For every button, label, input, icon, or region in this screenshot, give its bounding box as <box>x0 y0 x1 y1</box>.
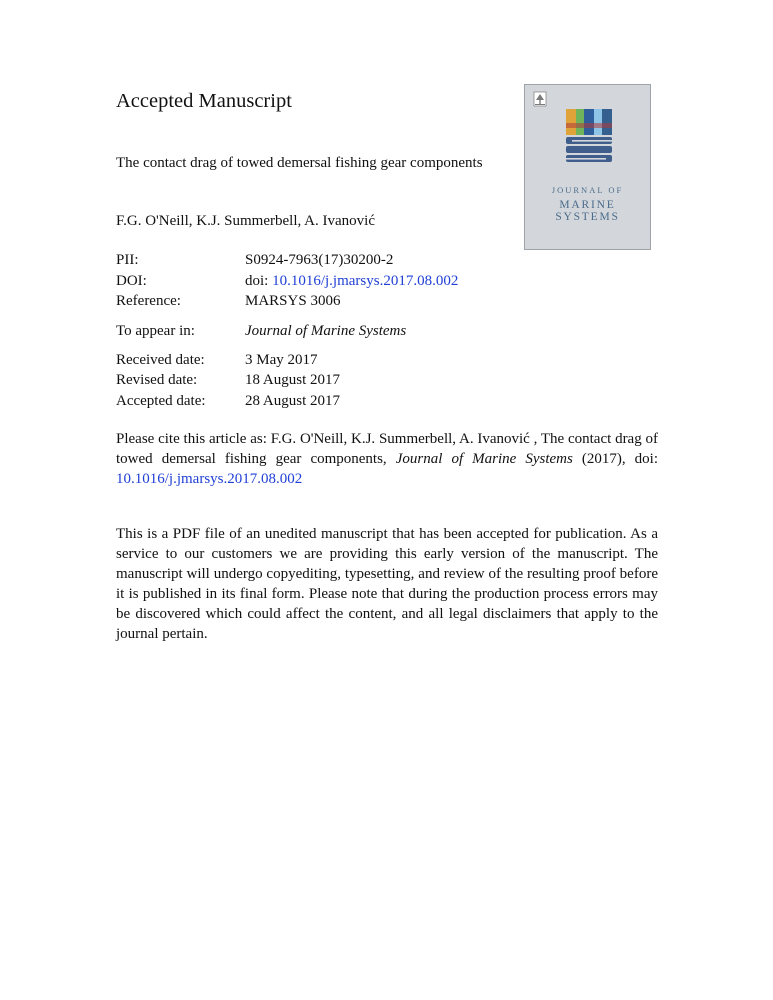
disclaimer-paragraph: This is a PDF file of an unedited manuscript that has been accepted for publication. As a service to our customers we are providing this early version of the manuscript. The manuscript will undergo copyediting, typesetting, and review of the resulting proof before it is published in its final form. Please note that during the production process errors may be discovered which could affect the content, and all legal disclaimers that apply to the journal pertain. <box>116 526 658 642</box>
doi-value <box>245 271 458 291</box>
citation-year-doi: (2017), doi: <box>572 451 659 467</box>
cover-photo-icon <box>566 109 612 135</box>
appear-in-value: Journal of Marine Systems <box>245 323 407 339</box>
elsevier-logo-icon <box>534 92 546 106</box>
cover-journal-name-line-1: MARINE <box>559 199 616 211</box>
doi-prefix: doi: <box>245 273 273 289</box>
revised-label: Revised date: <box>116 372 198 388</box>
citation-journal: Journal of Marine Systems <box>395 451 573 467</box>
cover-journal-word: JOURNAL OF <box>551 185 624 195</box>
journal-cover <box>524 84 651 250</box>
accepted-label: Accepted date: <box>116 393 206 409</box>
citation-doi-link[interactable]: 10.1016/j.jmarsys.2017.08.002 <box>116 471 303 487</box>
article-title: The contact drag of towed demersal fishing gear components <box>116 155 483 171</box>
reference-label: Reference: <box>116 293 181 309</box>
received-value: 3 May 2017 <box>245 352 318 368</box>
authors: F.G. O'Neill, K.J. Summerbell, A. Ivanović <box>116 213 375 229</box>
revised-value: 18 August 2017 <box>245 372 341 388</box>
cover-artwork <box>525 85 650 249</box>
page-heading: Accepted Manuscript <box>116 90 292 112</box>
appear-in-label: To appear in: <box>116 323 195 339</box>
doi-label: DOI: <box>116 273 147 289</box>
cover-journal-name-line-2: SYSTEMS <box>555 211 620 223</box>
citation-paragraph <box>116 429 658 489</box>
citation-lead: Please cite this article as: F.G. O'Neill, K.J. Summerbell, A. Ivanović , The contact drag of towed demersal fishing gear components, <box>116 431 658 467</box>
pii-value: S0924-7963(17)30200-2 <box>245 252 394 268</box>
received-label: Received date: <box>116 352 205 368</box>
accepted-value: 28 August 2017 <box>245 393 341 409</box>
pii-label: PII: <box>116 252 139 268</box>
doi-link[interactable]: 10.1016/j.jmarsys.2017.08.002 <box>272 273 459 289</box>
reference-value: MARSYS 3006 <box>245 293 341 309</box>
